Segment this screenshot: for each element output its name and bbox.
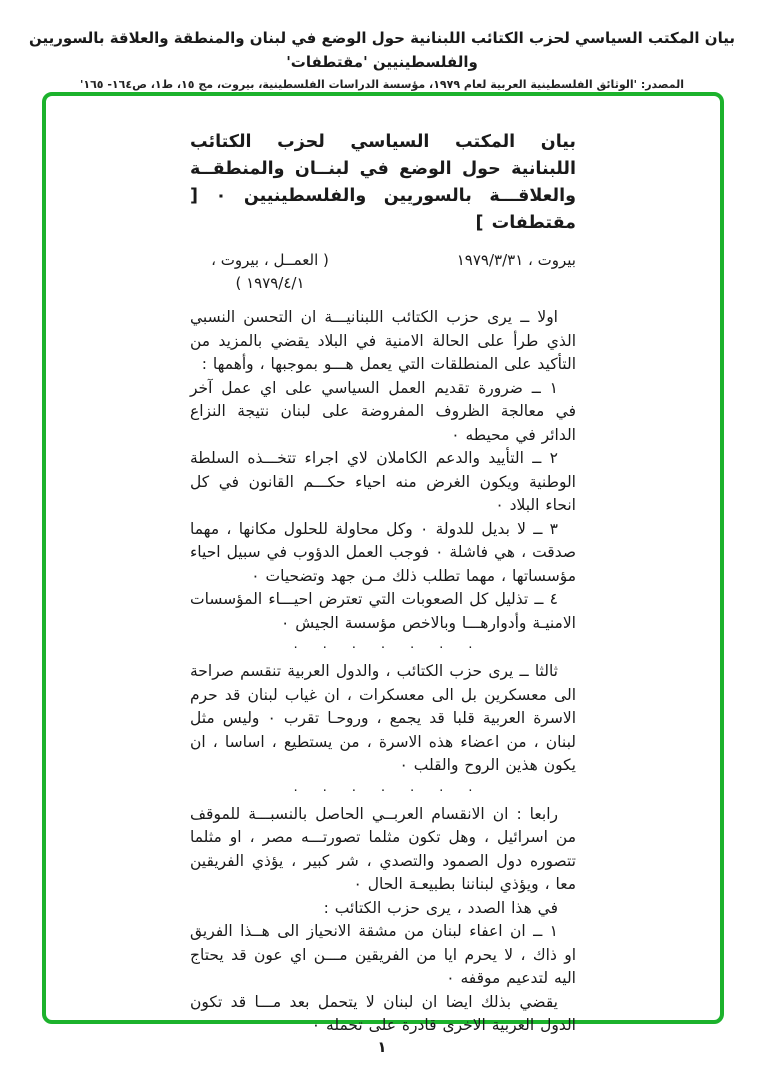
paragraph-item-4: ٤ ــ تذليل كل الصعوبات التي تعترض احيـــاء المؤسسات الامنيـة وأدوارهـــا وبالاخص مؤسسة الجيش ٠: [190, 590, 576, 632]
page-header: [0, 26, 764, 94]
paragraph-item-3: ٣ ــ لا بديل للدولة ٠ وكل محاولة للحلول مكانها ، مهما صدقت ، هي فاشلة ٠ فوجب العمل الدؤوب في سبيل احياء مؤسساتها ، مهما تطلب ذلك مـن جهد وتضحيات ٠: [190, 519, 576, 585]
document-green-frame: [42, 92, 724, 1034]
paragraph-fourth: رابعا : ان الانقسام العربــي الحاصل بالنسبـــة للموقف من اسرائيل ، وهل تكون مثلما تصورتـــه مصر ، او مثلما تتصوره دول الصمود والتصدي ، شر كبير ، يؤذي الفريقين معا ، ويؤذي لبناننا بطبيعـة الحال ٠: [190, 804, 576, 893]
paragraph-in-this-regard: في هذا الصدد ، يرى حزب الكتائب :: [323, 898, 558, 917]
dateline-source-publication: ( العمــل ، بيروت ، ١٩٧٩/٤/١ ): [211, 251, 329, 292]
dateline: [190, 249, 576, 295]
paragraph-item-2: ٢ ــ التأييد والدعم الكاملان لاي اجراء تتخـــذه السلطة الوطنية ويكون الغرض منه احياء حكـــم القانون في كل انحاء البلاد ٠: [190, 449, 576, 514]
header-title: بيان المكتب السياسي لحزب الكتائب اللبنانية حول الوضع في لبنان والمنطقة والعلاقة بالسوريين والفلسطينيين 'مقتطفات': [29, 29, 735, 71]
header-source-citation: المصدر: 'الوثائق الفلسطينية العربية لعام ١٩٧٩، مؤسسة الدراسات الفلسطينية، بيروت، مج ١٥، ط١، ص١٦٤- ١٦٥': [79, 78, 685, 91]
paragraph-fourth-item-1: ١ ــ ان اعفاء لبنان من مشقة الانحياز الى هــذا الفريق او ذاك ، لا يحرم ايا من الفريقين مـــن اي عون قد يحتاج اليه لتدعيم موقفه ٠: [190, 922, 576, 987]
omission-dots-separator-2: ٠ ٠ ٠ ٠ ٠ ٠ ٠: [292, 782, 474, 798]
document-title: بيان المكتب السياسي لحزب الكتائب اللبنانية حول الوضع في لبنــان والمنطقــة والعلاقـــة بالسوريين والفلسطينيين ٠ [ مقتطفات ]: [190, 132, 576, 233]
paragraph-first: اولا ــ يرى حزب الكتائب اللبنانيـــة ان التحسن النسبي الذي طرأ على الحالة الامنية في البلاد يقضي بالمزيد من التأكيد على المنطلقات التي يعمل هـــو بموجبها ، وأهمها :: [190, 308, 576, 373]
omission-dots-separator-1: ٠ ٠ ٠ ٠ ٠ ٠ ٠: [292, 640, 474, 655]
page-number: ١: [377, 1038, 387, 1056]
paragraph-third: ثالثا ــ يرى حزب الكتائب ، والدول العربية تنقسم صراحة الى معسكرين بل الى معسكرات ، ان غياب لبنان قد حرم الاسرة العربية قلبا قد يجمع ، وروحـا تقرب ٠ وليس مثل لبنان ، من اعضاء هذه الاسرة ، من يستطيع ، اساسا ، ان يكون هذين الروح والقلب ٠: [190, 662, 576, 774]
dateline-city-date: بيروت ، ١٩٧٩/٣/٣١: [456, 251, 576, 269]
paragraph-item-1: ١ ــ ضرورة تقديم العمل السياسي على اي عمل آخر في معالجة الظروف المفروضة على لبنان نتيجة النزاع الدائر في محيطه ٠: [190, 378, 576, 444]
paragraph-closing: يقضي بذلك ايضا ان لبنان لا يتحمل بعد مـــا قد تكون الدول العربية الاخرى قادرة على تحمله ٠: [190, 992, 576, 1034]
document-content: [190, 129, 576, 1038]
document-body: [190, 306, 576, 1038]
